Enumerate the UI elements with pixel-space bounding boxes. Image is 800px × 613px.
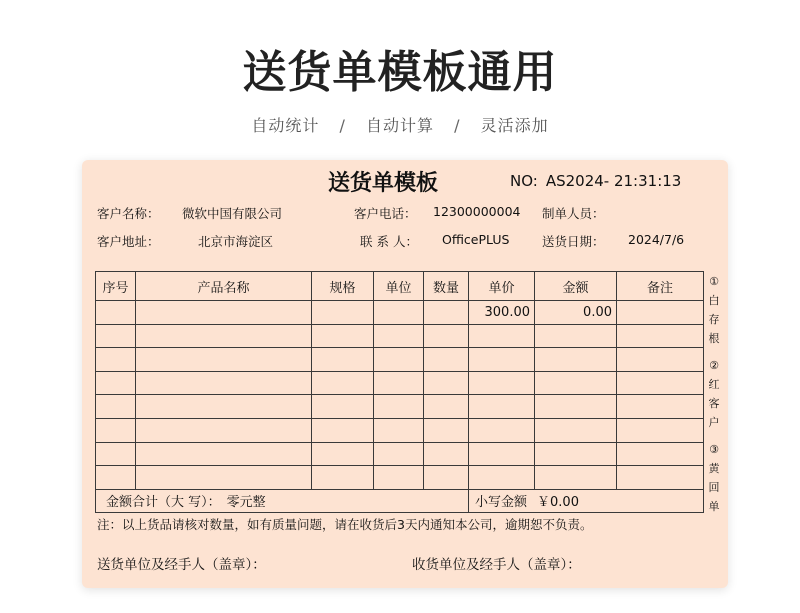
table-row <box>96 324 704 348</box>
feature-auto-stats: 自动统计 <box>251 116 320 135</box>
total-upper-value: 零元整 <box>226 495 266 511</box>
copy-labels <box>706 272 722 524</box>
col-header-remark: 备注 <box>617 272 704 301</box>
cell-amount[interactable] <box>535 395 617 419</box>
cell-remark[interactable] <box>617 371 704 395</box>
page-title: 送货单模板通用 <box>242 47 558 98</box>
cell-unit[interactable] <box>374 348 424 372</box>
cell-remark[interactable] <box>617 395 704 419</box>
contact-value[interactable]: OfficePLUS <box>442 232 510 247</box>
total-upper-label: 金额合计（大 写）： <box>106 495 221 511</box>
copy-char: ③ <box>709 443 719 456</box>
col-header-price: 单价 <box>469 272 535 301</box>
col-header-amount: 金额 <box>535 272 617 301</box>
cell-spec[interactable] <box>312 348 374 372</box>
cell-index[interactable] <box>96 418 136 442</box>
cell-qty[interactable] <box>424 395 469 419</box>
cell-unit[interactable] <box>374 371 424 395</box>
cell-amount[interactable] <box>535 418 617 442</box>
cell-index[interactable] <box>96 466 136 490</box>
copy-char: 客 <box>708 397 720 410</box>
cell-unit[interactable] <box>374 395 424 419</box>
cell-spec[interactable] <box>312 301 374 325</box>
copy-red-customer <box>706 356 722 440</box>
cell-product[interactable] <box>136 348 312 372</box>
delivery-note-form <box>82 160 728 588</box>
cell-amount[interactable] <box>535 348 617 372</box>
customer-address-label: 客户地址： <box>97 234 160 249</box>
cell-spec[interactable] <box>312 395 374 419</box>
cell-price[interactable] <box>469 442 535 466</box>
cell-spec[interactable] <box>312 324 374 348</box>
total-lower-label: 小写金额 <box>475 495 528 511</box>
cell-remark[interactable] <box>617 466 704 490</box>
maker-label: 制单人员： <box>542 206 605 221</box>
copy-char: 回 <box>708 481 720 494</box>
cell-price[interactable] <box>469 466 535 490</box>
cell-price[interactable]: 300.00 <box>469 301 535 325</box>
table-row <box>96 466 704 490</box>
copy-white-stub <box>706 272 722 356</box>
copy-char: ② <box>709 359 719 372</box>
cell-index[interactable] <box>96 301 136 325</box>
table-row <box>96 371 704 395</box>
cell-product[interactable] <box>136 371 312 395</box>
cell-product[interactable] <box>136 301 312 325</box>
copy-yellow-receipt <box>706 440 722 524</box>
cell-remark[interactable] <box>617 324 704 348</box>
table-row <box>96 442 704 466</box>
cell-product[interactable] <box>136 395 312 419</box>
feature-flexible-add: 灵活添加 <box>480 116 549 135</box>
contact-label: 联 系 人： <box>360 234 418 249</box>
cell-product[interactable] <box>136 324 312 348</box>
cell-index[interactable] <box>96 442 136 466</box>
cell-qty[interactable] <box>424 418 469 442</box>
cell-qty[interactable] <box>424 466 469 490</box>
cell-price[interactable] <box>469 348 535 372</box>
copy-char: 根 <box>708 332 720 345</box>
cell-remark[interactable] <box>617 301 704 325</box>
col-header-index: 序号 <box>96 272 136 301</box>
delivery-date-value[interactable]: 2024/7/6 <box>628 232 685 247</box>
sender-signature-label: 送货单位及经手人（盖章）： <box>97 557 266 573</box>
copy-char: 存 <box>708 313 720 326</box>
copy-char: 户 <box>708 416 720 429</box>
copy-char: 白 <box>708 294 720 307</box>
cell-product[interactable] <box>136 466 312 490</box>
total-row <box>96 489 704 512</box>
cell-spec[interactable] <box>312 418 374 442</box>
delivery-date-label: 送货日期： <box>542 234 605 249</box>
col-header-product: 产品名称 <box>136 272 312 301</box>
cell-amount[interactable] <box>535 442 617 466</box>
total-lower-value: ￥0.00 <box>537 495 579 511</box>
cell-price[interactable] <box>469 395 535 419</box>
customer-phone-label: 客户电话： <box>354 206 417 221</box>
cell-index[interactable] <box>96 324 136 348</box>
table-row <box>96 301 704 325</box>
col-header-qty: 数量 <box>424 272 469 301</box>
feature-subtitle <box>0 113 800 136</box>
form-number-label: NO: <box>510 172 538 190</box>
total-lower-cell <box>469 489 704 512</box>
cell-product[interactable] <box>136 418 312 442</box>
cell-spec[interactable] <box>312 371 374 395</box>
cell-amount[interactable] <box>535 371 617 395</box>
copy-char: ① <box>709 275 719 288</box>
separator: / <box>454 116 461 135</box>
cell-price[interactable] <box>469 324 535 348</box>
cell-remark[interactable] <box>617 418 704 442</box>
copy-char: 黄 <box>708 462 720 475</box>
cell-qty[interactable] <box>424 324 469 348</box>
table-row <box>96 418 704 442</box>
cell-price[interactable] <box>469 418 535 442</box>
customer-name-label: 客户名称： <box>97 206 160 221</box>
cell-unit[interactable] <box>374 442 424 466</box>
cell-qty[interactable] <box>424 371 469 395</box>
cell-unit[interactable] <box>374 418 424 442</box>
copy-char: 红 <box>708 378 720 391</box>
cell-index[interactable] <box>96 348 136 372</box>
feature-auto-calc: 自动计算 <box>365 116 434 135</box>
table-header-row <box>96 272 704 301</box>
cell-spec[interactable] <box>312 466 374 490</box>
total-upper-cell <box>96 489 469 512</box>
table-row <box>96 348 704 372</box>
cell-unit[interactable] <box>374 324 424 348</box>
footnote: 注：以上货品请核对数量，如有质量问题，请在收货后3天内通知本公司，逾期恕不负责。 <box>97 517 593 532</box>
customer-name-value[interactable]: 微软中国有限公司 <box>182 206 283 221</box>
cell-amount[interactable] <box>535 324 617 348</box>
customer-phone-value[interactable]: 12300000004 <box>433 204 521 219</box>
cell-qty[interactable] <box>424 442 469 466</box>
cell-index[interactable] <box>96 371 136 395</box>
copy-char: 单 <box>708 500 720 513</box>
customer-address-value[interactable]: 北京市海淀区 <box>198 234 274 249</box>
cell-spec[interactable] <box>312 442 374 466</box>
receiver-signature-label: 收货单位及经手人（盖章）： <box>412 557 581 573</box>
items-table <box>95 271 704 513</box>
cell-unit[interactable] <box>374 466 424 490</box>
cell-remark[interactable] <box>617 442 704 466</box>
form-number <box>510 172 681 190</box>
cell-product[interactable] <box>136 442 312 466</box>
cell-remark[interactable] <box>617 348 704 372</box>
cell-unit[interactable] <box>374 301 424 325</box>
cell-price[interactable] <box>469 371 535 395</box>
table-row <box>96 395 704 419</box>
col-header-spec: 规格 <box>312 272 374 301</box>
separator: / <box>339 116 346 135</box>
col-header-unit: 单位 <box>374 272 424 301</box>
cell-qty[interactable] <box>424 301 469 325</box>
form-number-value: AS2024- 21:31:13 <box>545 172 682 190</box>
cell-qty[interactable] <box>424 348 469 372</box>
cell-index[interactable] <box>96 395 136 419</box>
cell-amount[interactable]: 0.00 <box>535 301 617 325</box>
form-title: 送货单模板 <box>328 171 439 196</box>
cell-amount[interactable] <box>535 466 617 490</box>
